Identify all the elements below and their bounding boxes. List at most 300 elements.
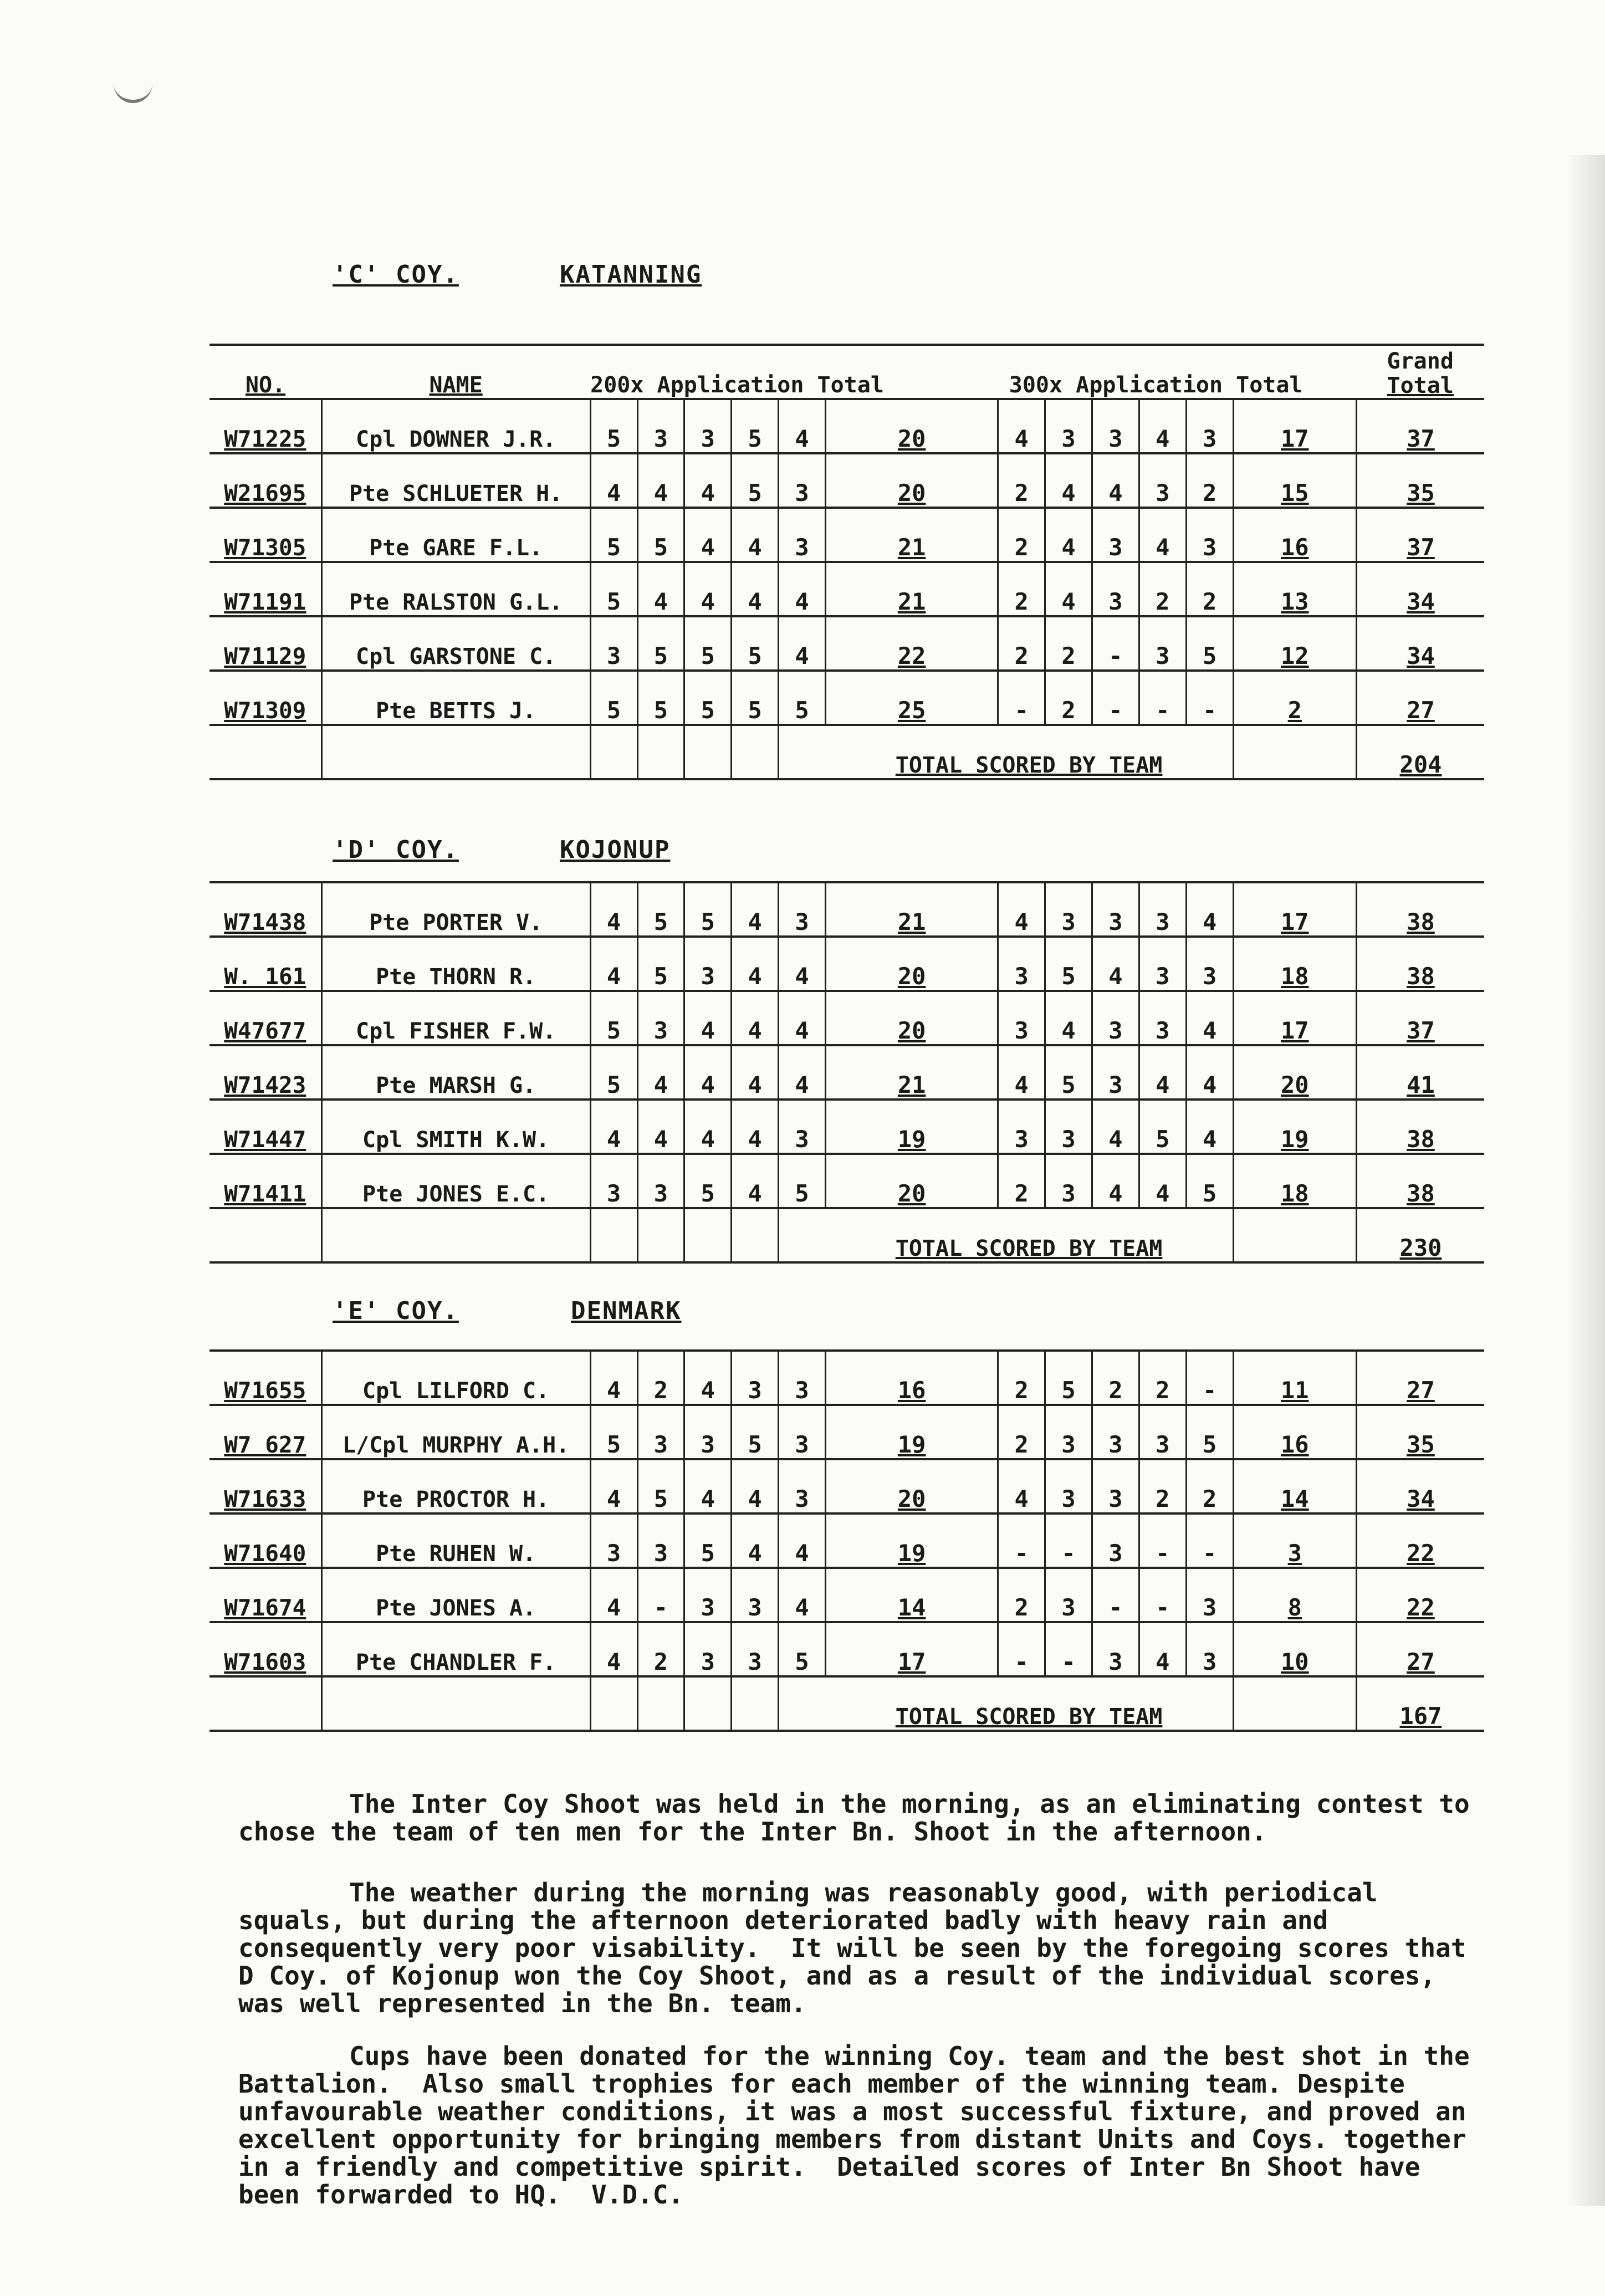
score-200-shot: 5 [684,1154,732,1208]
score-row [209,1622,1484,1676]
score-300-shot: 2 [1186,1459,1233,1513]
blank-cell [1233,725,1356,779]
score-300-shot: 3 [1045,1568,1092,1622]
blank-cell [637,725,684,779]
blank-cell [684,725,732,779]
score-row [209,1154,1484,1208]
score-300-shot: - [1045,1513,1092,1568]
soldier-name: Pte PROCTOR H. [321,1459,590,1513]
total-300: 13 [1233,562,1356,616]
grand-total: 37 [1356,508,1484,562]
score-300-shot: 4 [998,1459,1045,1513]
score-300-shot: 3 [998,1100,1045,1154]
score-200-shot: 3 [684,1568,732,1622]
score-row [209,453,1484,508]
grand-total: 34 [1356,562,1484,616]
service-number: W71447 [209,1100,321,1154]
score-table-d [209,881,1484,1264]
score-300-shot: 5 [1045,1351,1092,1405]
total-300: 18 [1233,937,1356,991]
grand-total: 22 [1356,1568,1484,1622]
team-total-row [209,725,1484,779]
total-300: 15 [1233,453,1356,508]
soldier-name: Pte GARE F.L. [321,508,590,562]
score-300-shot: - [998,1622,1045,1676]
score-300-shot: 2 [998,453,1045,508]
score-300-shot: - [1092,671,1139,725]
score-200-shot: 4 [637,1100,684,1154]
score-200-shot: 5 [637,882,684,937]
team-total-row [209,1208,1484,1262]
score-300-shot: 3 [1045,1100,1092,1154]
total-300: 17 [1233,991,1356,1045]
score-300-shot: 4 [1186,1045,1233,1100]
punch-hole-mark [114,67,152,103]
score-200-shot: 4 [732,1513,779,1568]
soldier-name: L/Cpl MURPHY A.H. [321,1405,590,1459]
team-total-value: 204 [1356,725,1484,779]
total-300: 18 [1233,1154,1356,1208]
score-200-shot: 4 [732,991,779,1045]
score-200-shot: - [637,1568,684,1622]
grand-total: 38 [1356,1100,1484,1154]
score-300-shot: 4 [1186,882,1233,937]
score-200-shot: 5 [684,1513,732,1568]
score-300-shot: - [1139,671,1186,725]
score-200-shot: 5 [590,1045,637,1100]
score-300-shot: 4 [1092,453,1139,508]
score-200-shot: 4 [684,1100,732,1154]
score-300-shot: 3 [998,937,1045,991]
service-number: W21695 [209,453,321,508]
service-number: W71603 [209,1622,321,1676]
total-200: 20 [826,1154,998,1208]
score-300-shot: 2 [1045,671,1092,725]
total-200: 17 [826,1622,998,1676]
score-300-shot: 5 [1186,1405,1233,1459]
total-300: 3 [1233,1513,1356,1568]
score-300-shot: 3 [1092,1513,1139,1568]
score-300-shot: 4 [1139,1622,1186,1676]
score-300-shot: 4 [1092,937,1139,991]
paragraph-2-text: The weather during the morning was reasonably good, with periodical squals, but during the afternoon deteriorated badly with heavy rain and consequently very poor visability. It will be seen by the foregoing scores that D Coy. of Kojonup won the Coy Shoot, and as a result of the individual scores, was well represented in the Bn. team. [238,1878,1482,2018]
score-200-shot: 2 [637,1351,684,1405]
paragraph-3-text: Cups have been donated for the winning Coy. team and the best shot in the Battalion. Also small trophies for each member of the winning team. Despite unfavourable weather conditions, it was a most successful fixture, and proved an excellent opportunity for bringing members from distant Units and Coys. together in a friendly and competitive spirit. Detailed scores of Inter Bn Shoot have been forwarded to HQ. V.D.C. [238,2041,1485,2210]
grand-total: 35 [1356,1405,1484,1459]
score-200-shot: 4 [684,1045,732,1100]
service-number: W71191 [209,562,321,616]
score-300-shot: 5 [1186,1154,1233,1208]
blank-cell [1233,1676,1356,1731]
score-200-shot: 3 [590,1154,637,1208]
team-total-value: 167 [1356,1676,1484,1731]
score-300-shot: 3 [1139,1405,1186,1459]
score-300-shot: 4 [998,1045,1045,1100]
soldier-name: Pte THORN R. [321,937,590,991]
paragraph-2 [238,1879,1480,2017]
total-300: 19 [1233,1100,1356,1154]
total-300: 16 [1233,508,1356,562]
score-200-shot: 4 [732,562,779,616]
score-300-shot: 2 [1139,1351,1186,1405]
score-300-shot: 3 [1092,1622,1139,1676]
grand-total: 22 [1356,1513,1484,1568]
score-200-shot: 3 [684,399,732,453]
coy-heading-d [333,836,671,864]
score-300-shot: 3 [1045,1154,1092,1208]
soldier-name: Pte MARSH G. [321,1045,590,1100]
grand-total: 35 [1356,453,1484,508]
blank-cell [779,725,826,779]
total-300: 2 [1233,671,1356,725]
total-200: 19 [826,1405,998,1459]
blank-cell [637,1208,684,1262]
service-number: W. 161 [209,937,321,991]
header-300: 300x Application Total [998,345,1357,399]
score-200-shot: 5 [684,671,732,725]
score-200-shot: 5 [637,671,684,725]
score-200-shot: 4 [684,991,732,1045]
grand-total: 38 [1356,1154,1484,1208]
score-200-shot: 3 [732,1568,779,1622]
score-200-shot: 4 [779,1568,826,1622]
service-number: W71423 [209,1045,321,1100]
service-number: W71633 [209,1459,321,1513]
score-200-shot: 5 [590,508,637,562]
score-200-shot: 5 [590,671,637,725]
score-200-shot: 5 [684,882,732,937]
grand-total: 37 [1356,991,1484,1045]
total-300: 16 [1233,1405,1356,1459]
total-200: 16 [826,1351,998,1405]
score-300-shot: 5 [1045,1045,1092,1100]
score-200-shot: 5 [684,616,732,671]
total-200: 20 [826,399,998,453]
score-200-shot: 4 [590,1568,637,1622]
score-300-shot: 3 [1139,453,1186,508]
score-200-shot: 4 [684,1459,732,1513]
score-200-shot: 4 [732,937,779,991]
score-200-shot: 3 [779,508,826,562]
score-200-shot: 2 [637,1622,684,1676]
score-200-shot: 4 [684,562,732,616]
header-no: NO. [209,345,321,399]
score-200-shot: 5 [732,399,779,453]
score-200-shot: 5 [590,991,637,1045]
coy-label: 'E' COY. [333,1297,459,1325]
total-200: 20 [826,991,998,1045]
score-300-shot: 3 [1186,937,1233,991]
team-total-value: 230 [1356,1208,1484,1262]
score-300-shot: 3 [1092,882,1139,937]
blank-cell [590,725,637,779]
grand-total: 38 [1356,937,1484,991]
score-300-shot: 3 [1092,1045,1139,1100]
score-200-shot: 3 [779,1405,826,1459]
score-300-shot: 4 [1139,508,1186,562]
score-200-shot: 4 [732,1459,779,1513]
score-row [209,882,1484,937]
coy-label: 'C' COY. [333,260,459,289]
score-300-shot: - [998,671,1045,725]
score-300-shot: 3 [1139,882,1186,937]
total-300: 20 [1233,1045,1356,1100]
score-300-shot: 4 [1045,562,1092,616]
score-200-shot: 3 [637,991,684,1045]
blank-cell [321,1676,590,1731]
soldier-name: Cpl LILFORD C. [321,1351,590,1405]
score-200-shot: 3 [590,1513,637,1568]
score-200-shot: 5 [779,1622,826,1676]
soldier-name: Pte CHANDLER F. [321,1622,590,1676]
score-200-shot: 3 [637,1154,684,1208]
score-row [209,1351,1484,1405]
service-number: W71305 [209,508,321,562]
service-number: W71225 [209,399,321,453]
score-300-shot: - [1186,1351,1233,1405]
score-200-shot: 4 [590,1100,637,1154]
score-300-shot: - [1092,1568,1139,1622]
score-200-shot: 4 [590,882,637,937]
score-300-shot: 4 [1186,991,1233,1045]
score-200-shot: 5 [779,671,826,725]
grand-total: 34 [1356,616,1484,671]
total-200: 14 [826,1568,998,1622]
grand-total: 41 [1356,1045,1484,1100]
score-200-shot: 4 [637,453,684,508]
grand-total: 27 [1356,1351,1484,1405]
blank-cell [321,1208,590,1262]
score-200-shot: 4 [779,991,826,1045]
score-300-shot: 2 [1092,1351,1139,1405]
paragraph-3 [238,2041,1485,2210]
score-200-shot: 4 [779,399,826,453]
team-total-label: TOTAL SCORED BY TEAM [826,1208,1234,1262]
score-300-shot: 3 [1139,937,1186,991]
total-200: 22 [826,616,998,671]
score-300-shot: 3 [1139,991,1186,1045]
score-300-shot: - [1045,1622,1092,1676]
score-300-shot: 4 [1045,453,1092,508]
score-200-shot: 4 [732,1154,779,1208]
score-200-shot: 5 [590,562,637,616]
score-200-shot: 4 [590,1622,637,1676]
score-200-shot: 3 [732,1622,779,1676]
score-200-shot: 5 [637,937,684,991]
score-200-shot: 4 [684,453,732,508]
score-300-shot: 5 [1139,1100,1186,1154]
score-200-shot: 4 [732,882,779,937]
total-200: 20 [826,453,998,508]
total-200: 21 [826,882,998,937]
score-200-shot: 3 [732,1351,779,1405]
score-300-shot: - [1186,671,1233,725]
grand-total: 27 [1356,671,1484,725]
team-total-row [209,1676,1484,1731]
score-300-shot: - [1139,1513,1186,1568]
score-200-shot: 4 [779,562,826,616]
score-table-e [209,1349,1484,1732]
paragraph-1 [238,1789,1485,1847]
score-200-shot: 3 [779,1100,826,1154]
score-200-shot: 4 [779,1513,826,1568]
score-200-shot: 5 [637,616,684,671]
score-300-shot: 3 [998,991,1045,1045]
soldier-name: Pte SCHLUETER H. [321,453,590,508]
soldier-name: Pte RUHEN W. [321,1513,590,1568]
service-number: W7 627 [209,1405,321,1459]
score-row [209,671,1484,725]
header-row [209,345,1484,399]
header-200: 200x Application Total [590,345,998,399]
score-300-shot: 3 [1092,1459,1139,1513]
score-300-shot: 3 [1045,399,1092,453]
soldier-name: Cpl SMITH K.W. [321,1100,590,1154]
blank-cell [779,1676,826,1731]
score-300-shot: 3 [1186,1568,1233,1622]
blank-cell [684,1208,732,1262]
score-200-shot: 5 [637,508,684,562]
score-200-shot: 4 [590,1351,637,1405]
service-number: W71129 [209,616,321,671]
team-total-label: TOTAL SCORED BY TEAM [826,1676,1234,1731]
score-300-shot: 5 [1186,616,1233,671]
score-200-shot: 3 [684,1405,732,1459]
score-300-shot: 2 [1186,453,1233,508]
service-number: W71655 [209,1351,321,1405]
soldier-name: Pte RALSTON G.L. [321,562,590,616]
score-row [209,1568,1484,1622]
score-200-shot: 3 [779,1351,826,1405]
header-grand [1356,345,1484,399]
score-row [209,508,1484,562]
blank-cell [321,725,590,779]
coy-heading-c [333,260,702,289]
score-300-shot: 2 [998,616,1045,671]
total-300: 17 [1233,399,1356,453]
score-300-shot: 2 [1045,616,1092,671]
score-row [209,1459,1484,1513]
total-300: 10 [1233,1622,1356,1676]
score-200-shot: 3 [637,1405,684,1459]
score-row [209,1100,1484,1154]
soldier-name: Cpl DOWNER J.R. [321,399,590,453]
total-200: 25 [826,671,998,725]
score-300-shot: 3 [1045,1459,1092,1513]
score-200-shot: 5 [779,1154,826,1208]
total-300: 17 [1233,882,1356,937]
score-200-shot: 3 [684,937,732,991]
score-row [209,399,1484,453]
score-200-shot: 4 [637,1045,684,1100]
soldier-name: Pte JONES A. [321,1568,590,1622]
score-300-shot: 3 [1092,562,1139,616]
service-number: W71438 [209,882,321,937]
score-200-shot: 3 [590,616,637,671]
score-200-shot: 3 [637,399,684,453]
team-total-label: TOTAL SCORED BY TEAM [826,725,1234,779]
score-300-shot: 2 [1139,562,1186,616]
score-300-shot: 3 [1186,1622,1233,1676]
total-200: 21 [826,1045,998,1100]
score-300-shot: - [1092,616,1139,671]
score-300-shot: 2 [1139,1459,1186,1513]
total-200: 19 [826,1513,998,1568]
coy-town: DENMARK [571,1297,682,1325]
score-300-shot: - [1186,1513,1233,1568]
total-200: 20 [826,1459,998,1513]
score-200-shot: 5 [637,1459,684,1513]
score-200-shot: 3 [779,453,826,508]
score-300-shot: 2 [1186,562,1233,616]
score-300-shot: 3 [1045,1405,1092,1459]
score-200-shot: 5 [732,616,779,671]
blank-cell [590,1676,637,1731]
blank-cell [1233,1208,1356,1262]
score-300-shot: 2 [998,1154,1045,1208]
score-300-shot: 3 [1092,399,1139,453]
score-200-shot: 4 [684,1351,732,1405]
score-300-shot: 3 [1186,399,1233,453]
service-number: W71411 [209,1154,321,1208]
score-200-shot: 4 [684,508,732,562]
header-grand-line1: Grand [1387,349,1454,374]
grand-total: 37 [1356,399,1484,453]
blank-cell [732,1676,779,1731]
score-200-shot: 5 [732,1405,779,1459]
score-200-shot: 3 [637,1513,684,1568]
score-300-shot: - [998,1513,1045,1568]
total-300: 12 [1233,616,1356,671]
score-300-shot: 3 [1092,1405,1139,1459]
service-number: W71309 [209,671,321,725]
blank-cell [209,725,321,779]
score-row [209,1405,1484,1459]
score-300-shot: 2 [998,1405,1045,1459]
score-200-shot: 4 [779,937,826,991]
score-row [209,616,1484,671]
score-300-shot: 4 [1139,1154,1186,1208]
score-300-shot: 2 [998,562,1045,616]
grand-total: 27 [1356,1622,1484,1676]
blank-cell [684,1676,732,1731]
score-300-shot: 3 [1045,882,1092,937]
score-300-shot: 2 [998,1351,1045,1405]
blank-cell [637,1676,684,1731]
paragraph-1-text: The Inter Coy Shoot was held in the morning, as an eliminating contest to chose the team of ten men for the Inter Bn. Shoot in the afternoon. [238,1789,1485,1847]
score-300-shot: 3 [1186,508,1233,562]
blank-cell [732,725,779,779]
score-300-shot: 4 [1139,1045,1186,1100]
service-number: W47677 [209,991,321,1045]
blank-cell [732,1208,779,1262]
score-300-shot: 3 [1092,991,1139,1045]
soldier-name: Cpl GARSTONE C. [321,616,590,671]
score-200-shot: 5 [732,671,779,725]
score-200-shot: 3 [684,1622,732,1676]
score-300-shot: 2 [998,1568,1045,1622]
total-300: 11 [1233,1351,1356,1405]
total-200: 21 [826,562,998,616]
score-row [209,1045,1484,1100]
score-200-shot: 5 [590,1405,637,1459]
score-200-shot: 4 [732,508,779,562]
score-200-shot: 4 [732,1100,779,1154]
total-300: 8 [1233,1568,1356,1622]
score-200-shot: 4 [637,562,684,616]
service-number: W71674 [209,1568,321,1622]
score-row [209,562,1484,616]
